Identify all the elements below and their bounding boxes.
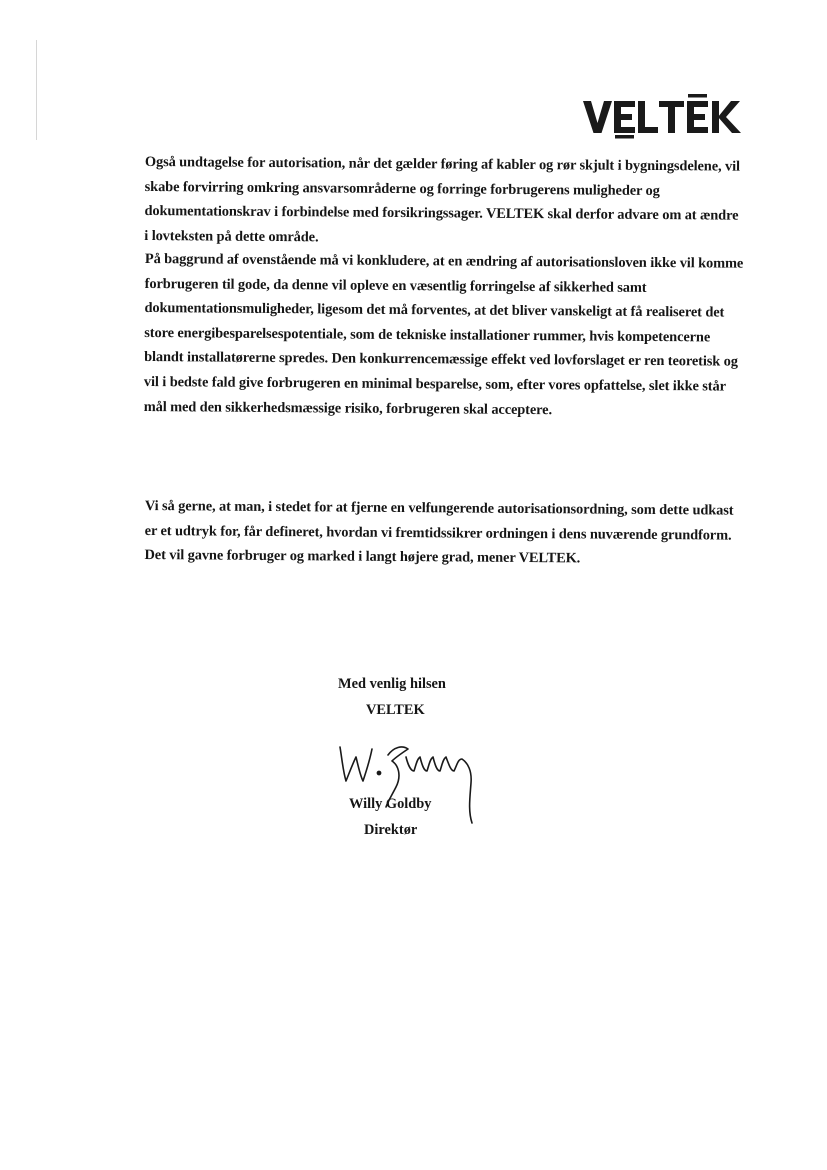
veltek-logo [582, 93, 764, 139]
body-paragraph-1: Også undtagelse for autorisation, når det gælder føring af kabler og rør skjult i bygningsdelene, vil skabe forvirring omkring ansvarsområderne og forringe forbrugerens muligheder og dokumentationskrav i forbindelse med forsikringssager. VELTEK skal derfor advare om at ændre i lovteksten på dette område. [144, 153, 740, 246]
scan-edge-line [36, 40, 37, 140]
handwritten-signature [336, 735, 486, 827]
body-paragraph-2: På baggrund af ovenstående må vi konkludere, at en ændring af autorisationsloven ikke vil komme forbrugeren til gode, da denne vil opleve en væsentlig forringelse af sikkerhed samt dokumentationsmuligheder, ligesom det må forventes, at det bliver vanskeligt at få realiseret det store energibesparelsespotentiale, som de tekniske installationer rummer, hvis kompetencerne blandt installatørerne spredes. Den konkurrencemæssige effekt ved lovforslaget er ren teoretisk og vil i bedste fald give forbrugeren en minimal besparelse, som, efter vores opfattelse, slet ikke står mål med den sikkerhedsmæssige risiko, forbrugeren skal acceptere. [143, 250, 744, 418]
signer-title: Direktør [364, 822, 418, 838]
closing-organization: VELTEK [366, 702, 425, 718]
signer-name: Willy Goldby [349, 796, 432, 812]
body-paragraph-3: Vi så gerne, at man, i stedet for at fjerne en velfungerende autorisationsordning, som dette udkast er et udtryk for, får defineret, hvordan vi fremtidssikrer ordningen i dens nuværende grundform. Det vil gavne forbruger og marked i langt højere grad, mener VELTEK. [144, 497, 734, 567]
closing-greeting: Med venlig hilsen [338, 676, 446, 692]
